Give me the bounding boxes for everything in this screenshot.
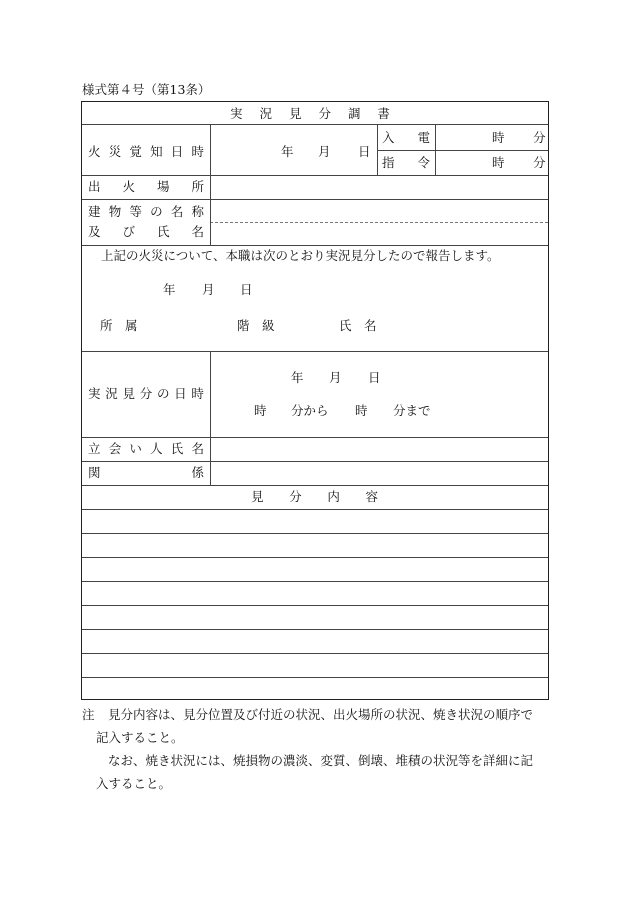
witness-label: 立 会 い 人 氏 名	[88, 441, 204, 456]
inspection-hour-from: 時	[254, 403, 267, 418]
report-month: 月	[202, 282, 215, 297]
rule-time-split	[377, 150, 548, 151]
time-column-rule	[377, 124, 378, 175]
findings-row	[82, 653, 548, 654]
rule-statement	[82, 351, 548, 352]
building-name-label: 建 物 等 の 名 称	[88, 204, 204, 219]
incoming-hour: 時	[492, 130, 505, 145]
findings-row	[82, 533, 548, 534]
inspection-day: 日	[368, 370, 381, 385]
fire-notice-month: 月	[318, 144, 331, 159]
inspection-minute-to: 分まで	[393, 403, 431, 418]
inspection-report-form	[81, 101, 549, 700]
rule-findings-header	[82, 509, 548, 510]
rule-witness	[82, 461, 548, 462]
fire-notice-label: 火 災 覚 知 日 時	[88, 144, 204, 159]
owner-name-label: 及 び 氏 名	[88, 224, 204, 239]
report-statement: 上記の火災について、本職は次のとおり実況見分したので報告します。	[101, 248, 500, 263]
inspection-month: 月	[329, 370, 342, 385]
report-year: 年	[163, 282, 176, 297]
inspection-datetime-label: 実 況 見 分 の 日 時	[88, 386, 204, 401]
rule-relation	[82, 485, 548, 486]
note-line-1: 見分内容は、見分位置及び付近の状況、出火場所の状況、焼き状況の順序で	[108, 707, 534, 722]
dispatch-order-label: 指 令	[382, 155, 430, 170]
findings-row	[82, 557, 548, 558]
incoming-minute: 分	[533, 130, 546, 145]
findings-row	[82, 677, 548, 678]
findings-row	[82, 605, 548, 606]
note-line-3: なお、焼き状況には、焼損物の濃淡、変質、倒壊、堆積の状況等を詳細に記	[108, 753, 534, 768]
rule-datetime	[82, 437, 548, 438]
dispatch-hour: 時	[492, 155, 505, 170]
findings-header: 見 分 内 容	[251, 489, 378, 504]
label-column-rule-lower	[210, 351, 211, 485]
time-value-rule	[435, 124, 436, 175]
findings-row	[82, 581, 548, 582]
form-number: 様式第４号（第13条）	[82, 82, 211, 97]
inspection-hour-to: 時	[355, 403, 368, 418]
rule-location	[82, 199, 548, 200]
relation-label: 関 係	[88, 465, 204, 480]
findings-row	[82, 629, 548, 630]
fire-notice-day: 日	[358, 144, 371, 159]
rule-notice	[82, 175, 548, 176]
fire-location-label: 出 火 場 所	[88, 179, 204, 194]
form-title: 実 況 見 分 調 書	[230, 106, 390, 121]
report-day: 日	[240, 282, 253, 297]
dispatch-minute: 分	[533, 155, 546, 170]
note-marker: 注	[82, 707, 95, 722]
inspection-year: 年	[291, 370, 304, 385]
affiliation-label: 所 属	[100, 318, 138, 333]
officer-name-label: 氏 名	[339, 318, 377, 333]
rank-label: 階 級	[237, 318, 275, 333]
rule-title	[82, 124, 548, 125]
rule-name-dashed	[210, 222, 548, 223]
label-column-rule	[210, 124, 211, 245]
note-line-2: 記入すること。	[96, 730, 184, 745]
incoming-call-label: 入 電	[382, 130, 430, 145]
rule-building	[82, 245, 548, 246]
inspection-minute-from: 分から	[291, 403, 329, 418]
note-line-4: 入すること。	[96, 776, 172, 791]
fire-notice-year: 年	[281, 144, 294, 159]
